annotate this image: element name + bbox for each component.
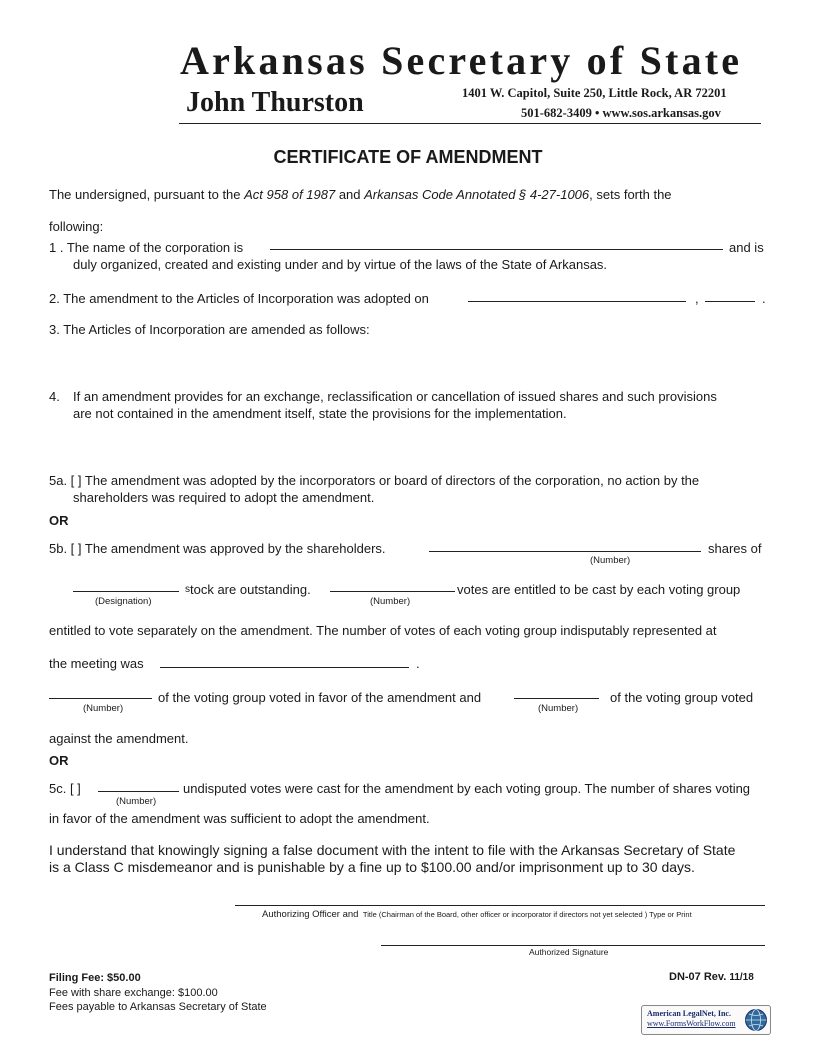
document-title: CERTIFICATE OF AMENDMENT: [273, 147, 543, 167]
undisputed-votes-field[interactable]: [98, 791, 179, 792]
number-label-against: (Number): [538, 703, 579, 714]
item5c-prefix: 5c. [ ]: [49, 781, 81, 796]
item4-number: 4.: [49, 389, 60, 404]
officer-title-field[interactable]: [235, 905, 765, 906]
fees-payable: Fees payable to Arkansas Secretary of State: [49, 1001, 267, 1013]
intro-act: Act 958 of 1987: [244, 187, 336, 202]
american-legalnet-logo: [641, 1005, 771, 1035]
votes-number-field[interactable]: [330, 591, 455, 592]
intro-code: Arkansas Code Annotated § 4-27-1006: [364, 187, 590, 202]
form-number: [669, 971, 754, 984]
header-name: John Thurston: [186, 87, 364, 118]
intro-part3: , sets forth the: [589, 187, 672, 202]
item5a-line2: shareholders was required to adopt the amendment.: [73, 490, 375, 505]
votes-favor-field[interactable]: [49, 698, 152, 699]
stock-text: [185, 581, 311, 598]
item5c-line2: in favor of the amendment was sufficient to adopt the amendment.: [49, 811, 430, 826]
adoption-date-field[interactable]: [468, 301, 686, 302]
item5b-meeting-period: .: [416, 656, 420, 671]
authorized-signature-label: Authorized Signature: [529, 947, 609, 957]
intro-part2: and: [335, 187, 365, 202]
globe-icon: [744, 1008, 768, 1032]
or-label-2: OR: [49, 753, 69, 768]
logo-url: www.FormsWorkFlow.com: [647, 1019, 736, 1028]
stock-s: s: [185, 584, 190, 595]
adoption-year-field[interactable]: [705, 301, 755, 302]
number-label-favor: (Number): [83, 703, 124, 714]
item2-text: 2. The amendment to the Articles of Incorporation was adopted on: [49, 291, 429, 306]
item2-period: .: [762, 291, 766, 306]
warning-line2: is a Class C misdemeanor and is punishable by a fine up to $100.00 and/or imprisonment up to 30 days.: [49, 859, 695, 875]
form-revision: 11/18: [729, 972, 754, 983]
header-contact: 501-682-3409 • www.sos.arkansas.gov: [521, 106, 721, 120]
item5c-text: undisputed votes were cast for the amendment by each voting group. The number of shares voting: [183, 781, 751, 796]
fee-exchange: Fee with share exchange: $100.00: [49, 987, 218, 999]
votes-against-field[interactable]: [514, 698, 599, 699]
filing-fee: Filing Fee: $50.00: [49, 972, 141, 984]
officer-title-label: [262, 907, 692, 920]
item5b-votes: votes are entitled to be cast by each voting group: [457, 582, 741, 597]
item5b-against: against the amendment.: [49, 731, 189, 746]
form-number-text: DN-07 Rev.: [669, 971, 727, 983]
item4-line1: If an amendment provides for an exchange, reclassification or cancellation of issued shares and such provisions: [73, 389, 717, 404]
intro-part1: The undersigned, pursuant to the: [49, 187, 245, 202]
or-label-1: OR: [49, 513, 69, 528]
shares-number-field[interactable]: [429, 551, 701, 552]
designation-field[interactable]: [73, 591, 179, 592]
number-label-5c: (Number): [116, 796, 157, 807]
item5b-line1: 5b. [ ] The amendment was approved by the shareholders.: [49, 541, 386, 556]
number-label-votes: (Number): [370, 596, 411, 607]
item1-suffix: and is: [729, 240, 764, 255]
authorized-signature-field[interactable]: [381, 945, 765, 946]
warning-line1: I understand that knowingly signing a false document with the intent to file with the Arkansas Secretary of State: [49, 842, 736, 858]
header-address: 1401 W. Capitol, Suite 250, Little Rock, AR 72201: [462, 86, 727, 100]
item1-line2: duly organized, created and existing under and by virtue of the laws of the State of Arkansas.: [73, 257, 608, 272]
item5b-entitled: entitled to vote separately on the amendment. The number of votes of each voting group indisputably represented at: [49, 623, 717, 638]
header-rule: [179, 123, 761, 124]
number-label-shares: (Number): [590, 555, 631, 566]
item4-line2: are not contained in the amendment itself, state the provisions for the implementation.: [73, 406, 567, 421]
item5a-line1: 5a. [ ] The amendment was adopted by the incorporators or board of directors of the corporation, no action by the: [49, 473, 700, 488]
corporation-name-field[interactable]: [270, 249, 723, 250]
title-label: Title (Chairman of the Board, other officer or incorporator if directors not yet selected ) Type or Print: [362, 910, 692, 919]
logo-name: American LegalNet, Inc.: [647, 1009, 731, 1018]
item1-prefix: 1 . The name of the corporation is: [49, 240, 244, 255]
header-title: Arkansas Secretary of State: [180, 38, 743, 83]
item5b-voted: of the voting group voted: [610, 690, 754, 705]
item3-text: 3. The Articles of Incorporation are amended as follows:: [49, 322, 370, 337]
officer-label: Authorizing Officer and: [262, 909, 359, 920]
item5b-shares-of: shares of: [708, 541, 762, 556]
designation-label: (Designation): [95, 596, 152, 607]
meeting-votes-field[interactable]: [160, 667, 409, 668]
intro-following: following:: [49, 219, 104, 234]
item2-comma: ,: [695, 291, 699, 306]
intro-line: [49, 186, 672, 203]
item5b-favor: of the voting group voted in favor of the amendment and: [158, 690, 482, 705]
stock-rest: tock are outstanding.: [190, 582, 311, 597]
item5b-meeting: the meeting was: [49, 656, 144, 671]
